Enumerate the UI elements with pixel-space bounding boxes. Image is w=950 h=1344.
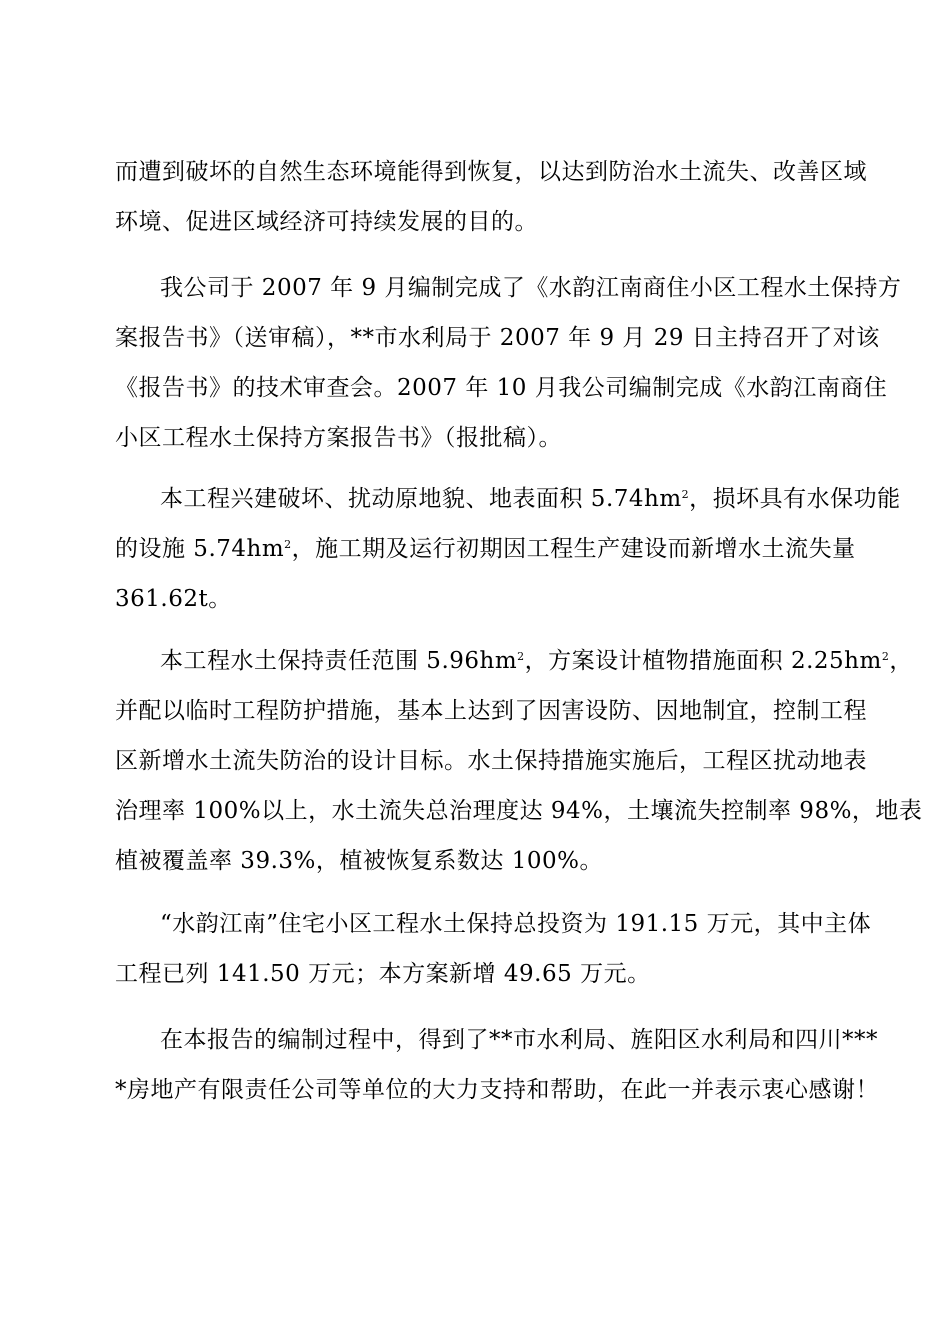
superscript-2: 2 [517, 650, 525, 663]
superscript-2: 2 [681, 488, 690, 501]
paragraph-3-line-1 [160, 484, 901, 514]
paragraph-1-line-1: 而遭到破坏的自然生态环境能得到恢复，以达到防治水土流失、改善区域 [115, 159, 867, 185]
paragraph-4-line-2: 并配以临时工程防护措施，基本上达到了因害设防、因地制宜，控制工程 [115, 698, 867, 724]
paragraph-5-line-1: “水韵江南”住宅小区工程水土保持总投资为 191.15 万元，其中主体 [160, 911, 872, 937]
paragraph-3-line-2-text-b: ，施工期及运行初期因工程生产建设而新增水土流失量 [291, 536, 856, 562]
paragraph-2-line-1: 我公司于 2007 年 9 月编制完成了《水韵江南商住小区工程水土保持方 [160, 275, 902, 301]
paragraph-2-line-3: 《报告书》的技术审查会。2007 年 10 月我公司编制完成《水韵江南商住 [115, 375, 888, 401]
paragraph-6-line-2: *房地产有限责任公司等单位的大力支持和帮助，在此一并表示衷心感谢！ [115, 1077, 879, 1103]
paragraph-4-line-1-text-b: ，方案设计植物措施面积 2.25hm [524, 648, 882, 674]
paragraph-4-line-1 [160, 646, 913, 676]
paragraph-4-line-3: 区新增水土流失防治的设计目标。水土保持措施实施后，工程区扰动地表 [115, 748, 867, 774]
paragraph-5-line-2: 工程已列 141.50 万元；本方案新增 49.65 万元。 [115, 961, 651, 987]
superscript-2: 2 [284, 538, 292, 551]
paragraph-4-line-4: 治理率 100%以上，水土流失总治理度达 94%，土壤流失控制率 98%，地表 [115, 798, 923, 824]
paragraph-3-line-1-text-b: ，损坏具有水保功能 [689, 486, 901, 512]
paragraph-2-line-4: 小区工程水土保持方案报告书》（报批稿）。 [115, 425, 562, 451]
paragraph-4-line-1-text-c: ， [889, 648, 913, 674]
paragraph-4-line-5: 植被覆盖率 39.3%，植被恢复系数达 100%。 [115, 848, 603, 874]
paragraph-3-line-3: 361.62t。 [115, 586, 232, 612]
paragraph-4-line-1-text-a: 本工程水土保持责任范围 5.96hm [160, 648, 518, 674]
paragraph-3-line-2-text-a: 的设施 5.74hm [115, 536, 285, 562]
paragraph-3-line-1-text-a: 本工程兴建破坏、扰动原地貌、地表面积 5.74hm [160, 486, 682, 512]
paragraph-6-line-1: 在本报告的编制过程中，得到了**市水利局、旌阳区水利局和四川*** [160, 1027, 878, 1053]
paragraph-2-line-2: 案报告书》（送审稿），**市水利局于 2007 年 9 月 29 日主持召开了对该 [115, 325, 880, 351]
superscript-2: 2 [881, 650, 890, 663]
paragraph-3-line-2 [115, 534, 856, 564]
paragraph-1-line-2: 环境、促进区域经济可持续发展的目的。 [115, 209, 538, 235]
